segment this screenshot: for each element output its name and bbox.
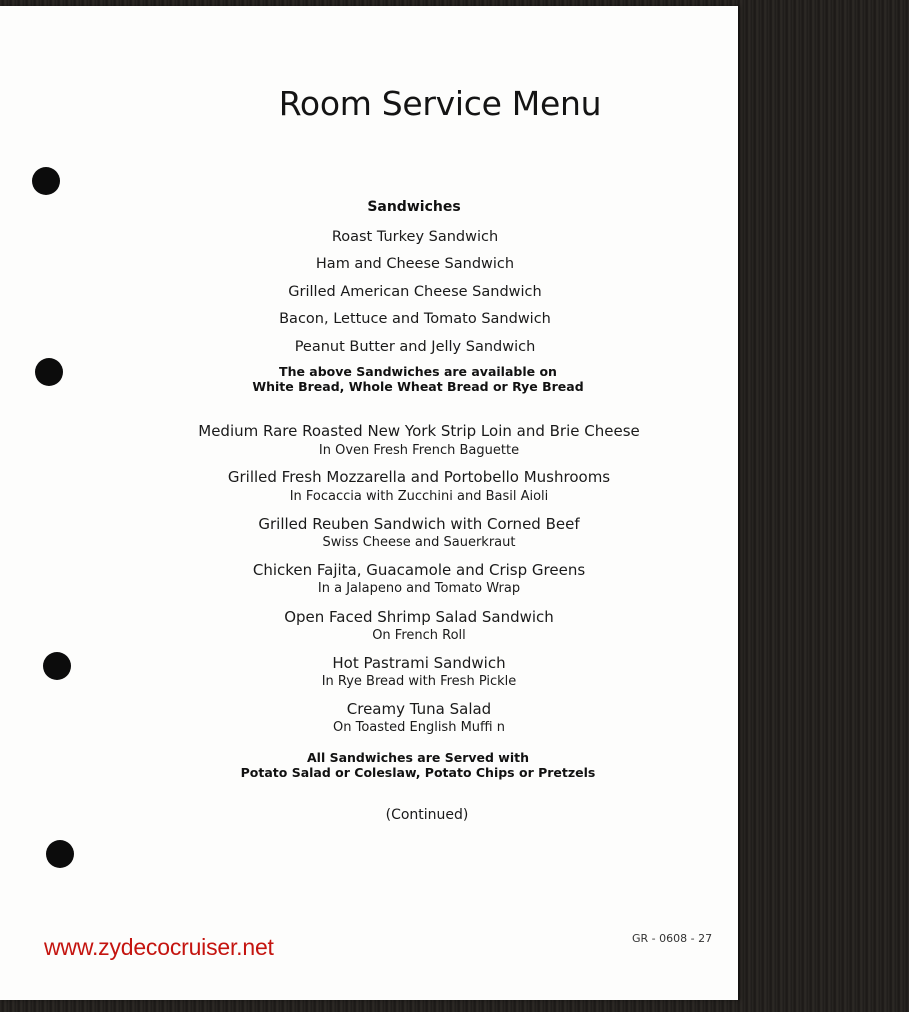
menu-item: Bacon, Lettuce and Tomato Sandwich: [279, 311, 551, 327]
menu-item-description: In a Jalapeno and Tomato Wrap: [317, 581, 521, 596]
menu-item-name: Grilled Fresh Mozzarella and Portobello Mushrooms: [227, 468, 611, 486]
served-note-line-1: All Sandwiches are Served with: [307, 750, 529, 765]
bread-note-line-2: White Bread, Whole Wheat Bread or Rye Bread: [252, 379, 584, 394]
watermark-text: www.zydecocruiser.net: [44, 934, 274, 960]
menu-item-description: In Rye Bread with Fresh Pickle: [321, 674, 517, 689]
menu-item-name: Hot Pastrami Sandwich: [332, 654, 506, 672]
section-heading: Sandwiches: [367, 199, 461, 215]
menu-item-name: Chicken Fajita, Guacamole and Crisp Greens: [252, 561, 586, 579]
menu-item-name: Open Faced Shrimp Salad Sandwich: [284, 608, 554, 626]
bread-note-line-1: The above Sandwiches are available on: [279, 364, 557, 379]
binder-hole: [32, 167, 60, 195]
menu-item-description: On Toasted English Muffi n: [333, 720, 505, 735]
page-title: Room Service Menu: [278, 84, 602, 123]
menu-item-description: Swiss Cheese and Sauerkraut: [322, 535, 516, 550]
menu-item: Peanut Butter and Jelly Sandwich: [294, 339, 536, 355]
menu-item-name: Creamy Tuna Salad: [346, 700, 492, 718]
menu-item-description: In Oven Fresh French Baguette: [318, 443, 520, 458]
menu-item-description: On French Roll: [372, 628, 466, 643]
page-code: GR - 0608 - 27: [632, 932, 713, 945]
binder-hole: [46, 840, 74, 868]
served-note-line-2: Potato Salad or Coleslaw, Potato Chips or Pretzels: [240, 765, 596, 780]
menu-item-description: In Focaccia with Zucchini and Basil Aioli: [289, 489, 549, 504]
menu-item: Grilled American Cheese Sandwich: [288, 284, 542, 300]
continued-label: (Continued): [385, 807, 469, 823]
menu-item-name: Medium Rare Roasted New York Strip Loin and Brie Cheese: [198, 422, 640, 440]
menu-item-name: Grilled Reuben Sandwich with Corned Beef: [258, 515, 580, 533]
menu-item: Ham and Cheese Sandwich: [315, 256, 515, 272]
menu-item: Roast Turkey Sandwich: [331, 229, 499, 245]
